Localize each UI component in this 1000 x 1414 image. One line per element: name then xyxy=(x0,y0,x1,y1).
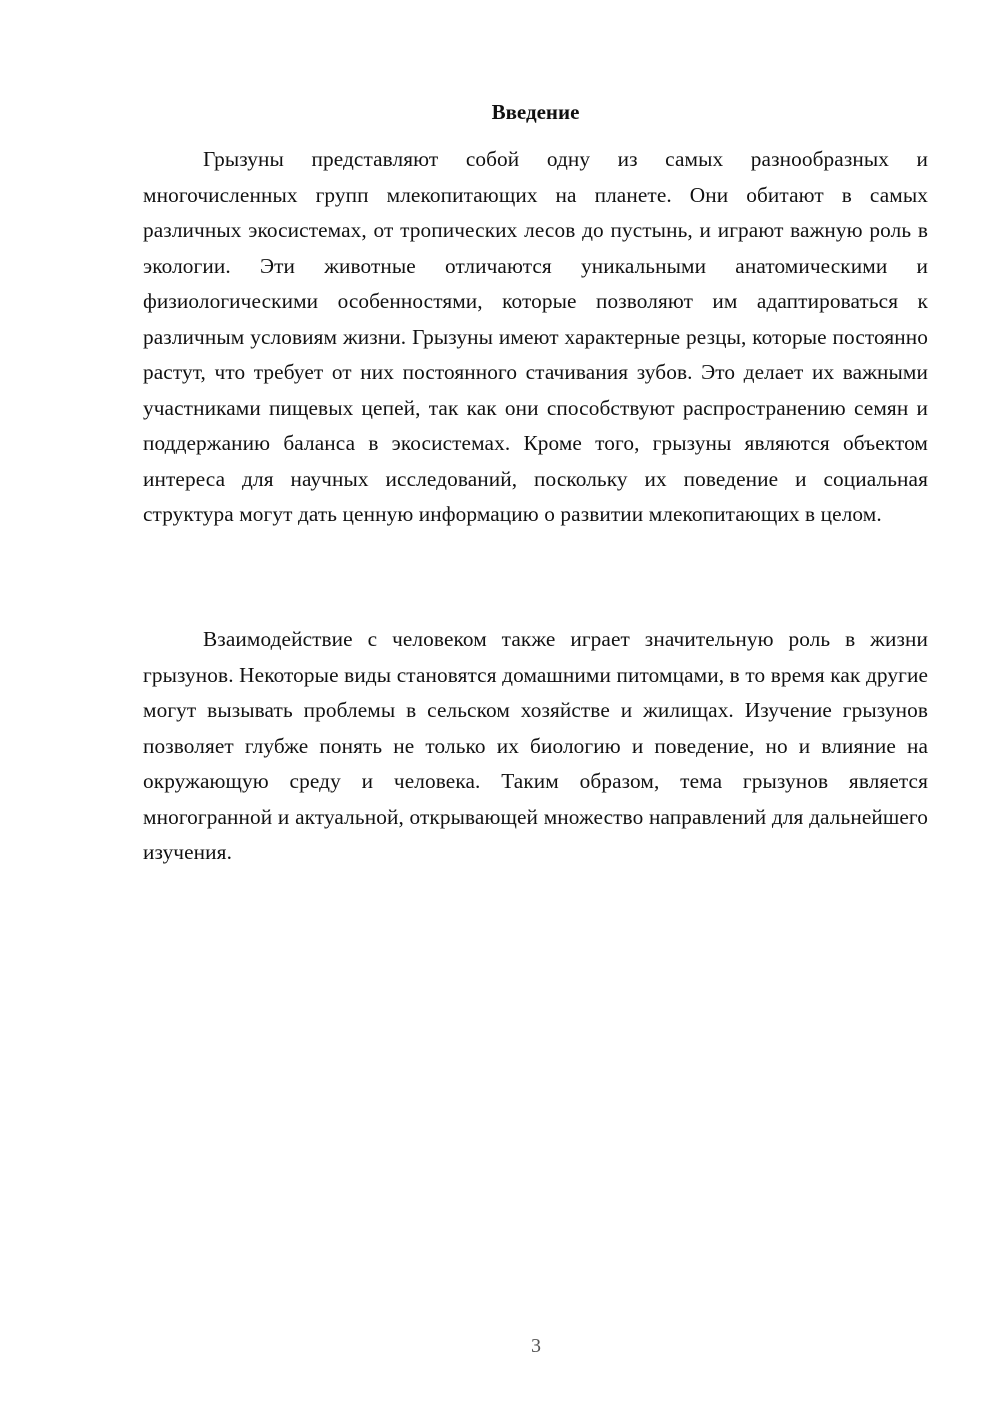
section-heading: Введение xyxy=(491,100,580,124)
paragraph-2: Взаимодействие с человеком также играет значительную роль в жизни грызунов. Некоторые виды становятся домашними питомцами, в то время как другие могут вызывать проблемы в сельском хозяйстве и жилищах. Изучение грызунов позволяет глубже понять не только их биологию и поведение, но и влияние на окружающую среду и человека. Таким образом, тема грызунов является многогранной и актуальной, открывающей множество направлений для дальнейшего изучения. xyxy=(143,627,928,864)
page-number: 3 xyxy=(531,1335,541,1357)
paragraph-1: Грызуны представляют собой одну из самых разнообразных и многочисленных групп млекопитающих на планете. Они обитают в самых различных экосистемах, от тропических лесов до пустынь, и играют важную роль в экологии. Эти животные отличаются уникальными анатомическими и физиологическими особенностями, которые позволяют им адаптироваться к различным условиям жизни. Грызуны имеют характерные резцы, которые постоянно растут, что требует от них постоянного стачивания зубов. Это делает их важными участниками пищевых цепей, так как они способствуют распространению семян и поддержанию баланса в экосистемах. Кроме того, грызуны являются объектом интереса для научных исследований, поскольку их поведение и социальная структура могут дать ценную информацию о развитии млекопитающих в целом. xyxy=(143,147,928,526)
